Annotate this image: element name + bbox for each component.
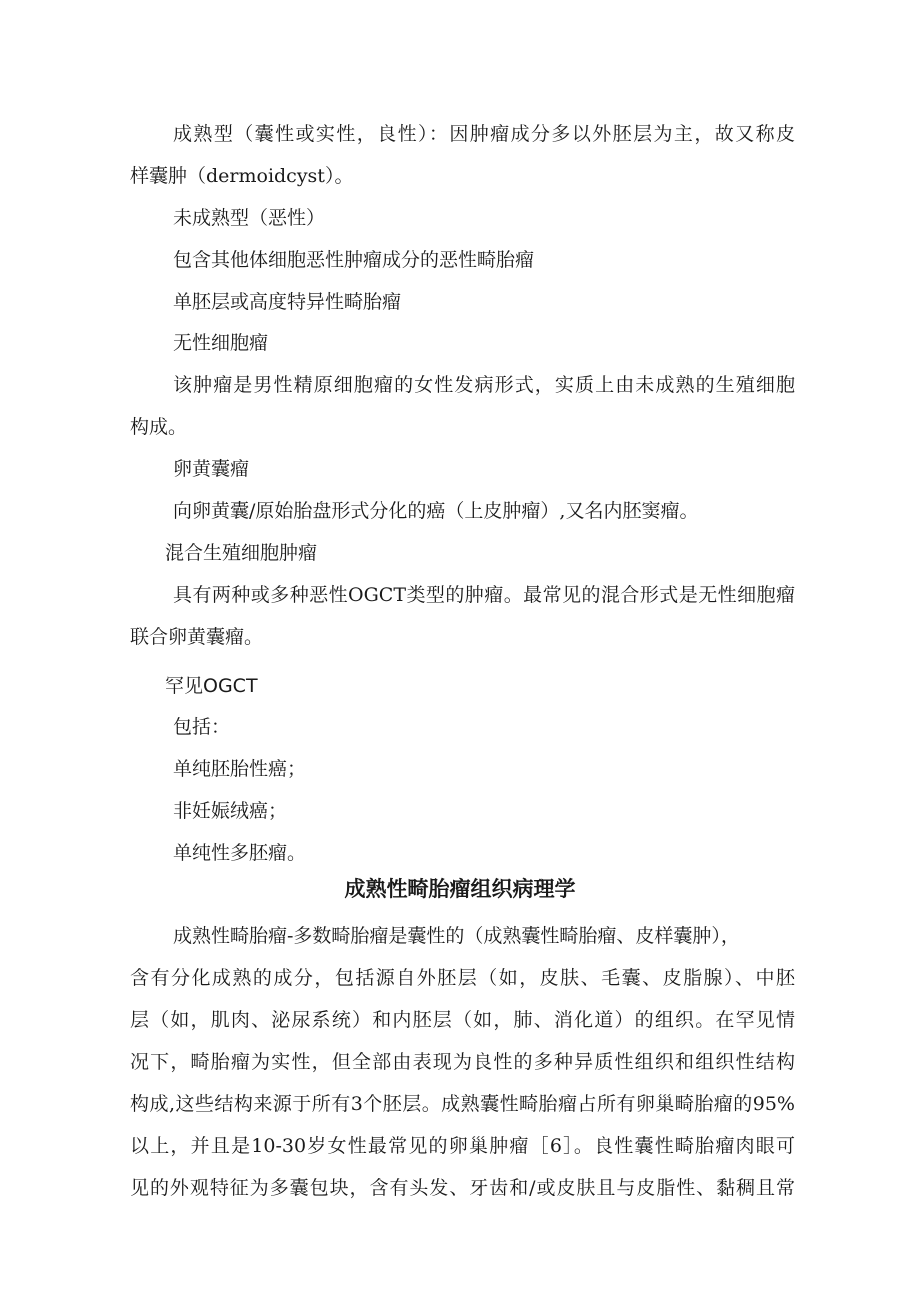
text-line: 未成熟型（恶性） [173, 207, 326, 229]
text-line: 构成。 [130, 416, 188, 438]
text-line: 层（如，肌肉、泌尿系统）和内胚层（如，肺、消化道）的组织。在罕见情 [130, 1009, 795, 1031]
text-line: 混合生殖细胞肿瘤 [165, 542, 318, 564]
text-line: 该肿瘤是男性精原细胞瘤的女性发病形式，实质上由未成熟的生殖细胞 [173, 374, 795, 396]
text-line: 单纯胚胎性癌； [173, 758, 307, 780]
text-line: 向卵黄囊/原始胎盘形式分化的癌（上皮肿瘤）,又名内胚窦瘤。 [173, 500, 699, 522]
section-heading: 成熟性畸胎瘤组织病理学 [344, 877, 576, 901]
text-line: 样囊肿（dermoidcyst）。 [130, 165, 354, 187]
text-line: 单胚层或高度特异性畸胎瘤 [173, 291, 402, 313]
text-line: 卵黄囊瘤 [173, 458, 250, 480]
text-line: 具有两种或多种恶性OGCT类型的肿瘤。最常见的混合形式是无性细胞瘤 [173, 584, 795, 606]
text-line: 无性细胞瘤 [173, 332, 269, 354]
text-line: 非妊娠绒癌； [173, 800, 288, 822]
text-line: 况下，畸胎瘤为实性，但全部由表现为良性的多种异质性组织和组织性结构 [130, 1051, 795, 1073]
text-line: 以上，并且是10-30岁女性最常见的卵巢肿瘤［6］。良性囊性畸胎瘤肉眼可 [130, 1135, 795, 1157]
text-line: 包括： [173, 716, 231, 738]
text-line: 单纯性多胚瘤。 [173, 842, 307, 864]
text-line: 罕见OGCT [165, 675, 258, 697]
text-line: 包含其他体细胞恶性肿瘤成分的恶性畸胎瘤 [173, 249, 535, 271]
text-line: 构成,这些结构来源于所有3个胚层。成熟囊性畸胎瘤占所有卵巢畸胎瘤的95% [130, 1093, 795, 1115]
text-line: 成熟性畸胎瘤-多数畸胎瘤是囊性的（成熟囊性畸胎瘤、皮样囊肿）， [173, 925, 740, 947]
text-line: 含有分化成熟的成分，包括源自外胚层（如，皮肤、毛囊、皮脂腺）、中胚 [130, 967, 795, 989]
text-line: 见的外观特征为多囊包块，含有头发、牙齿和/或皮肤且与皮脂性、黏稠且常 [130, 1177, 795, 1199]
text-line: 联合卵黄囊瘤。 [130, 626, 264, 648]
text-line: 成熟型（囊性或实性，良性）：因肿瘤成分多以外胚层为主，故又称皮 [173, 123, 795, 145]
